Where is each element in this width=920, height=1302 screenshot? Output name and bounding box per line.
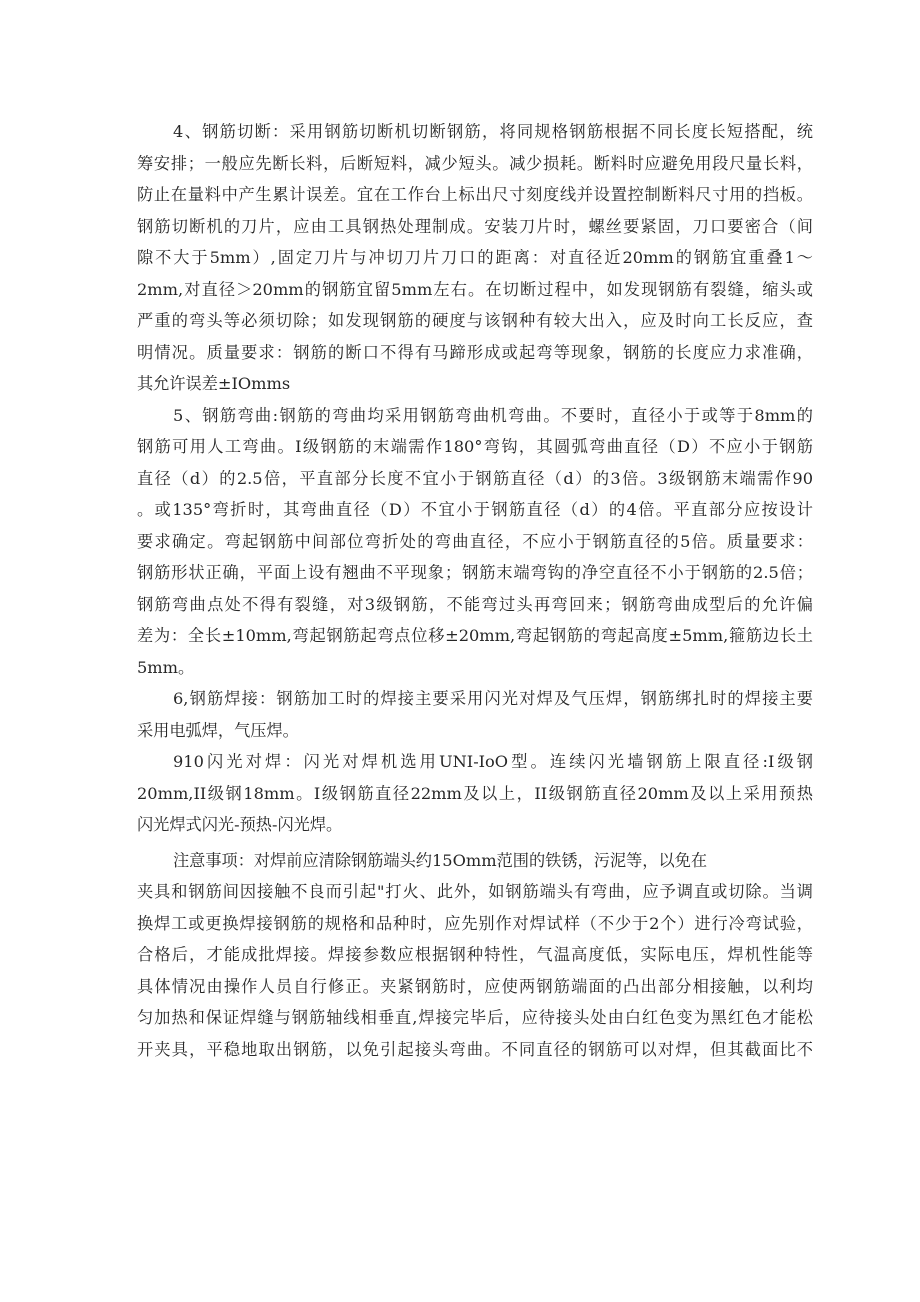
text-line: 5、钢筋弯曲:钢筋的弯曲均采用钢筋弯曲机弯曲。不要时，直径小于或等于8mm的 bbox=[173, 405, 813, 425]
text-line: 6,钢筋焊接：钢筋加工时的焊接主要采用闪光对焊及气压焊，钢筋绑扎时的焊接主要 bbox=[173, 689, 813, 708]
text-line: 隙不大于5mm）,固定刀片与冲切刀片刀口的距离：对直径近20mm的钢筋宜重叠1～ bbox=[137, 248, 813, 267]
paragraph-welding bbox=[137, 683, 813, 746]
paragraph-bending bbox=[137, 400, 813, 684]
text-line: 防止在量料中产生累计误差。宜在工作台上标出尺寸刻度线并设置控制断料尺寸用的挡板。 bbox=[137, 185, 813, 204]
text-line: 。或135°弯折时，其弯曲直径（D）不宜小于钢筋直径（d）的4倍。平直部分应按设计 bbox=[137, 500, 813, 519]
text-line: 差为：全长±10mm,弯起钢筋起弯点位移±20mm,弯起钢筋的弯起高度±5mm,箍筋边长土 bbox=[137, 626, 813, 645]
paragraph-cutting bbox=[137, 116, 813, 400]
text-line: 要求确定。弯起钢筋中间部位弯折处的弯曲直径，不应小于钢筋直径的5倍。质量要求： bbox=[137, 531, 813, 551]
text-line: 闪光焊式闪光-预热-闪光焊。 bbox=[137, 815, 343, 834]
document-body bbox=[137, 116, 813, 1065]
text-line: 其允许误差±IOmms bbox=[137, 374, 291, 393]
text-line: 4、钢筋切断：采用钢筋切断机切断钢筋，将同规格钢筋根据不同长度长短搭配，统 bbox=[173, 122, 813, 141]
text-line: 钢筋可用人工弯曲。I级钢筋的末端需作180°弯钩，其圆弧弯曲直径（D）不应小于钢筋 bbox=[137, 437, 813, 456]
text-line: 严重的弯头等必须切除；如发现钢筋的硬度与该钢种有较大出入，应及时向工长反应，查 bbox=[137, 311, 813, 330]
text-line: 换焊工或更换焊接钢筋的规格和品种时，应先别作对焊试样（不少于2个）进行冷弯试验， bbox=[137, 913, 813, 933]
text-line: 夹具和钢筋间因接触不良而引起"打火、此外，如钢筋端头有弯曲，应予调直或切除。当调 bbox=[137, 882, 813, 901]
text-line: 直径（d）的2.5倍，平直部分长度不宜小于钢筋直径（d）的3倍。3级钢筋末端需作90 bbox=[137, 468, 813, 488]
text-line: 钢筋形状正确，平面上设有翘曲不平现象；钢筋末端弯钩的净空直径不小于钢筋的2.5倍； bbox=[137, 563, 813, 582]
text-line: 匀加热和保证焊缝与钢筋轴线相垂直,焊接完毕后，应待接头处由白红色变为黑红色才能松 bbox=[137, 1008, 813, 1027]
text-line: 合格后，才能成批焊接。焊接参数应根据钢种特性，气温高度低，实际电压，焊机性能等 bbox=[137, 945, 813, 964]
paragraph-notes bbox=[137, 845, 813, 1066]
text-line: 钢筋弯曲点处不得有裂缝，对3级钢筋，不能弯过头再弯回来；钢筋弯曲成型后的允许偏 bbox=[137, 594, 813, 614]
paragraph-flash-welding bbox=[137, 746, 813, 841]
text-line: 20mm,II级钢18mm。I级钢筋直径22mm及以上，II级钢筋直径20mm及以上采用预热 bbox=[137, 783, 813, 803]
text-line: 钢筋切断机的刀片，应由工具钢热处理制成。安装刀片时，螺丝要紧固，刀口要密合（间 bbox=[137, 216, 813, 236]
text-line: 明情况。质量要求：钢筋的断口不得有马蹄形成或起弯等现象，钢筋的长度应力求准确， bbox=[137, 342, 813, 362]
text-line: 具体情况由操作人员自行修正。夹紧钢筋时，应使两钢筋端面的凸出部分相接触，以利均 bbox=[137, 976, 813, 996]
text-line: 筹安排；一般应先断长料，后断短料，减少短头。减少损耗。断料时应避免用段尺量长料， bbox=[137, 153, 813, 173]
text-line: 2mm,对直径＞20mm的钢筋宜留5mm左右。在切断过程中，如发现钢筋有裂缝，缩头或 bbox=[137, 279, 813, 299]
text-line: 5mm。 bbox=[137, 657, 195, 677]
text-line: 开夹具，平稳地取出钢筋，以免引起接头弯曲。不同直径的钢筋可以对焊，但其截面比不 bbox=[137, 1039, 813, 1059]
text-line: 采用电弧焊，气压焊。 bbox=[137, 720, 299, 740]
text-line: 注意事项：对焊前应清除钢筋端头约15Omm范围的铁锈，污泥等，以免在 bbox=[173, 850, 708, 870]
text-line: 910闪光对焊：闪光对焊机选用UNI-IoO型。连续闪光墙钢筋上限直径:I级钢 bbox=[173, 752, 813, 771]
